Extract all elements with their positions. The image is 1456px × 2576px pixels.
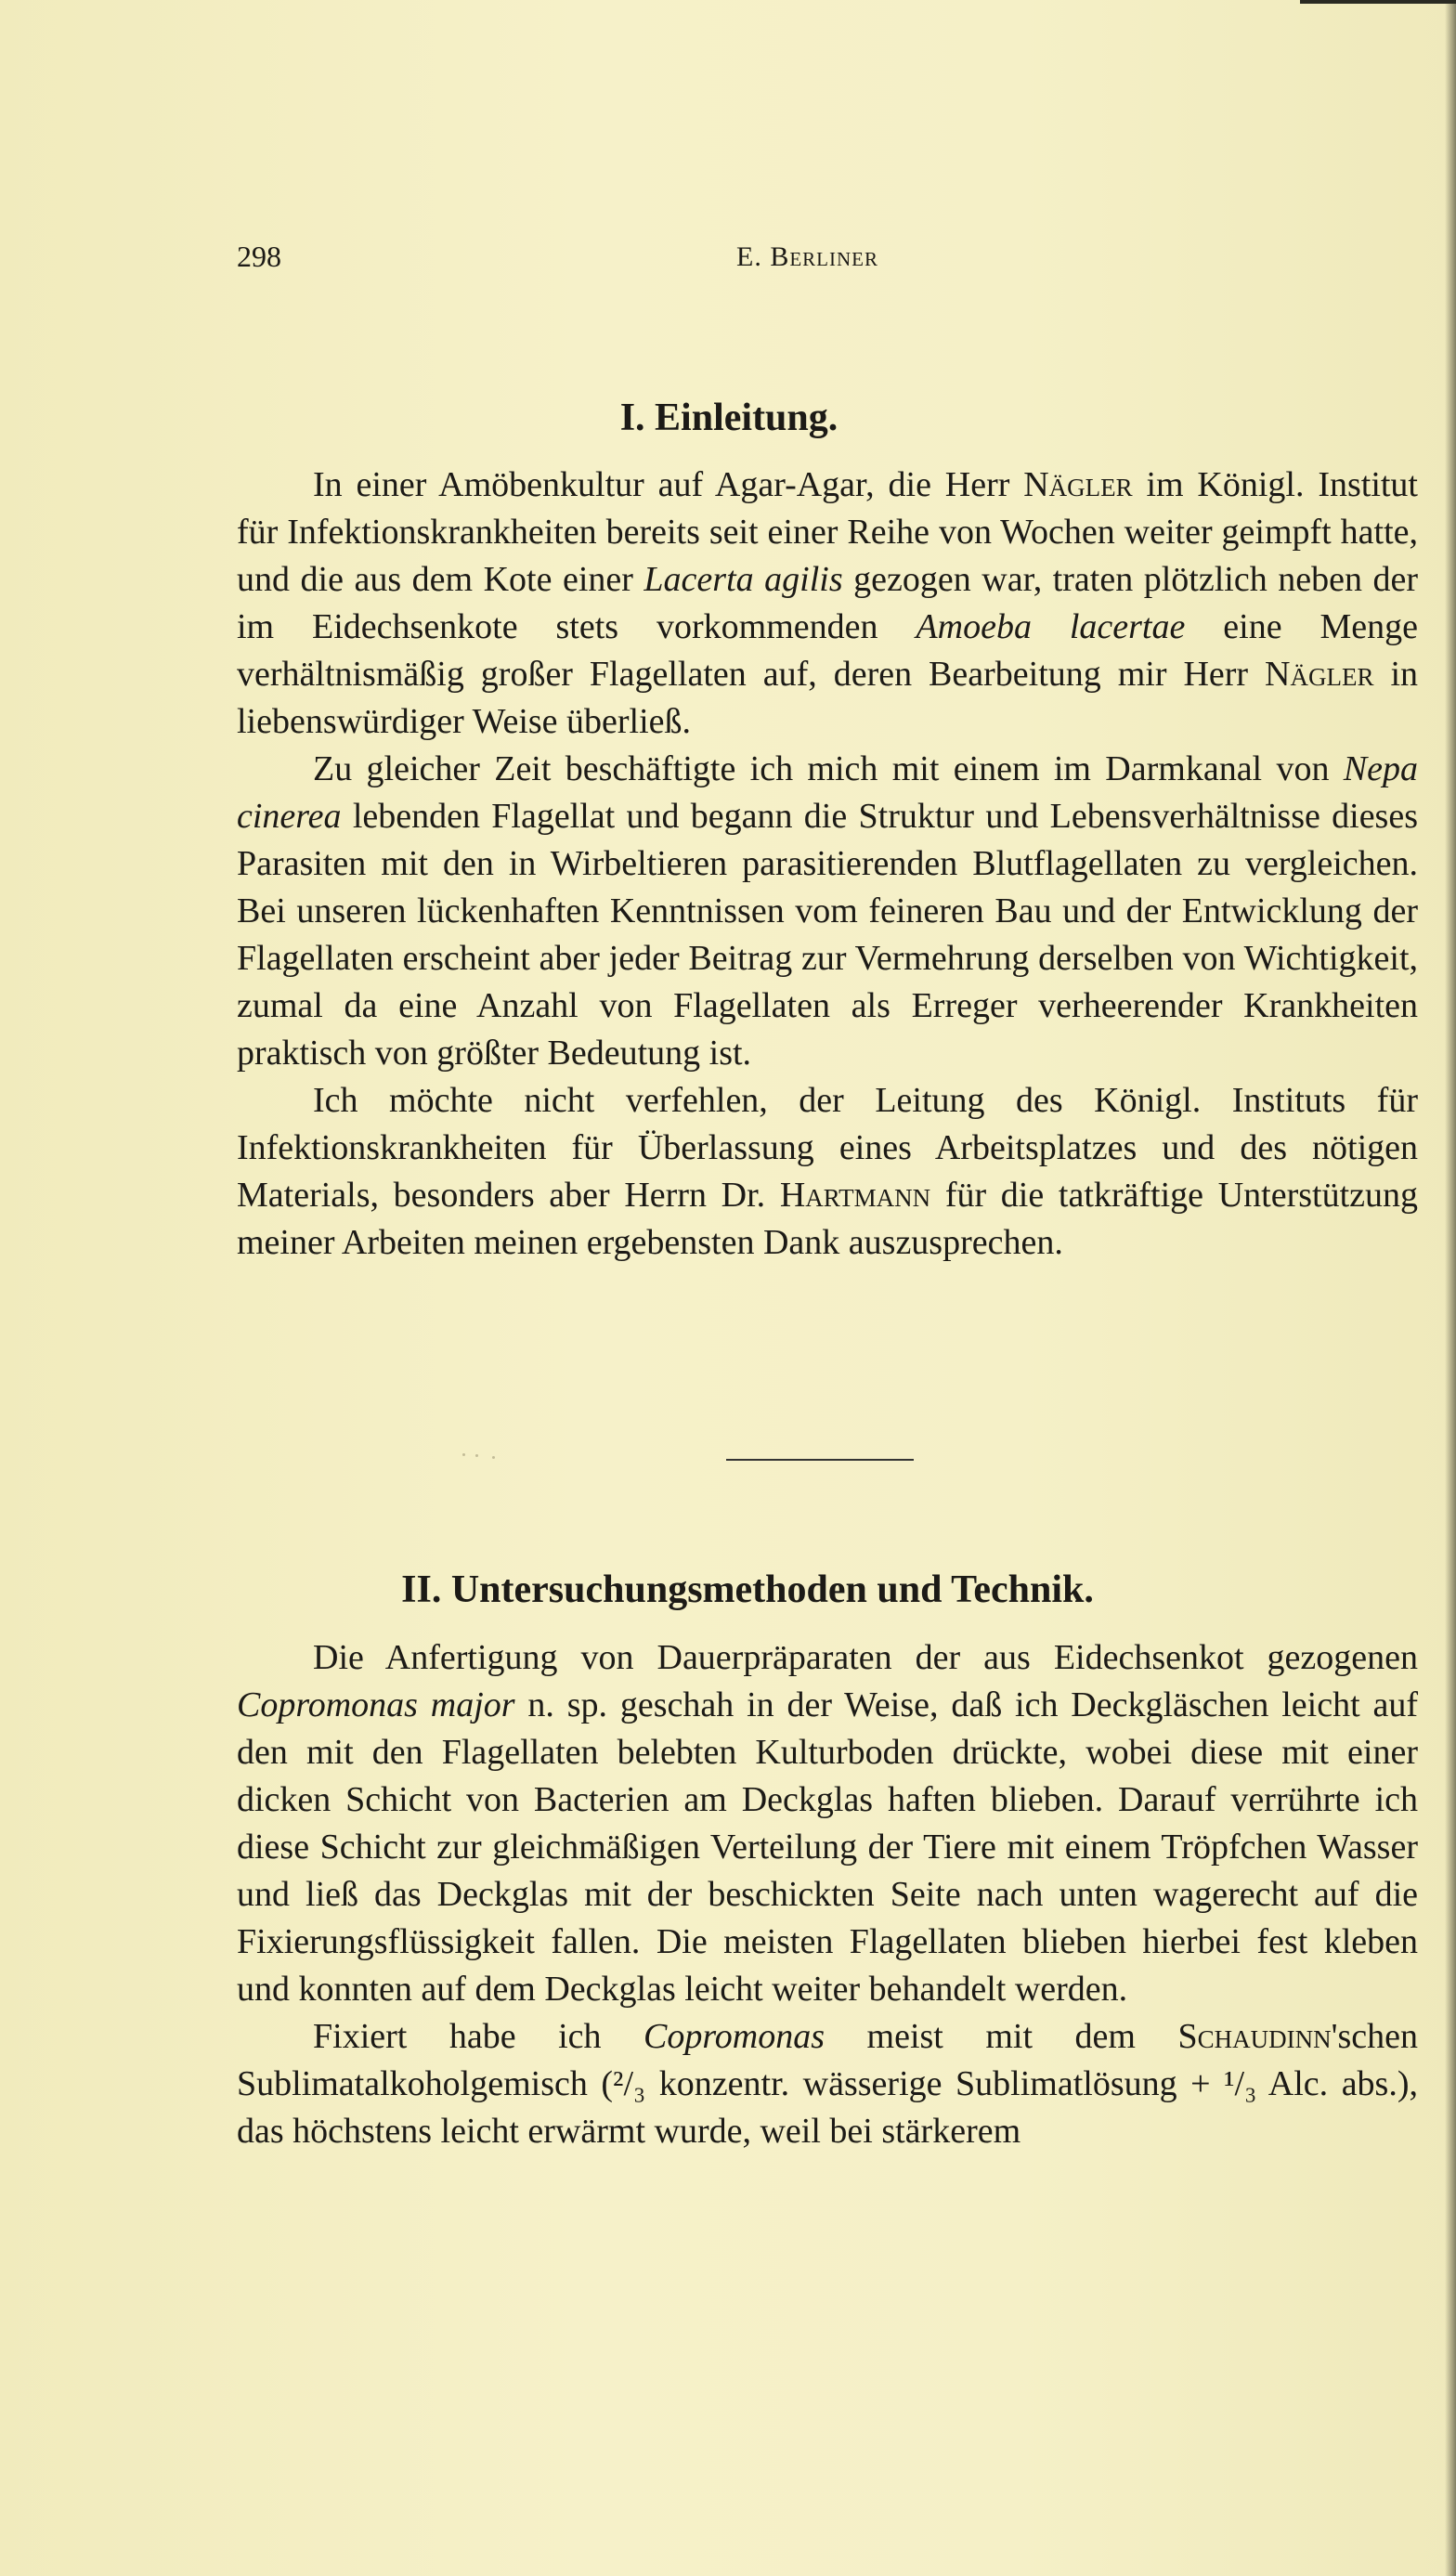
small-caps-name: Nägler [1265, 655, 1374, 694]
text-run: Alc. abs.), das höchstens leicht erwärmt wurde, weil bei stärkerem [237, 2064, 1418, 2151]
paragraph [237, 1634, 1418, 2013]
text-run: lebenden Flagellat und begann die Struktur und Lebensverhältnisse dieses Parasiten mit den in Wirbeltieren parasitierenden Blutflagellaten zu vergleichen. Bei unseren lückenhaften Kenntnissen vom feineren Bau und der Entwicklung der Flagellaten erscheint aber jeder Beitrag zur Vermehrung derselben von Wichtigkeit, zumal da eine Anzahl von Flagellaten als Erreger verheerender Krankheiten praktisch von größter Bedeutung ist. [237, 797, 1418, 1073]
section-heading-untersuchungsmethoden: II. Untersuchungsmethoden und Technik. [401, 1568, 1094, 1611]
text-run: Die Anfertigung von Dauerpräparaten der aus Eidechsenkot gezogenen [313, 1638, 1418, 1677]
running-head: E. Berliner [736, 241, 878, 272]
italic-species-name: Copromonas major [237, 1685, 515, 1724]
text-run: eine Menge verhältnismäßig großer Flagellaten auf, deren Bearbeitung mir Herr [237, 607, 1418, 694]
small-caps-name: Nägler [1023, 465, 1133, 504]
text-run: Zu gleicher Zeit beschäftigte ich mich mit einem im Darmkanal von [313, 749, 1344, 788]
italic-species-name: Amoeba lacertae [916, 607, 1186, 646]
text-run: Fixiert habe ich [313, 2017, 644, 2056]
fraction: ²/₃ [613, 2064, 646, 2103]
small-caps-name: Schaudinn [1177, 2017, 1332, 2056]
italic-species-name: Lacerta agilis [644, 560, 843, 599]
text-run: im Königl. Institut für Infektionskrankheiten bereits seit einer Reihe von Wochen weiter geimpft hatte, und die aus dem Kote einer [237, 465, 1418, 599]
text-run: in liebenswürdiger Weise überließ. [237, 655, 1419, 741]
text-run: Ich möchte nicht verfehlen, der Leitung des Königl. Instituts für Infektionskrankheiten für Überlassung eines Arbeitsplatzes und des nötigen Materials, besonders aber Herrn Dr. [237, 1081, 1418, 1215]
section-body-einleitung [237, 462, 1418, 1267]
section-body-untersuchungsmethoden [237, 1634, 1418, 2155]
small-caps-name: Hartmann [779, 1176, 931, 1215]
italic-species-name: Nepa cinerea [237, 749, 1418, 836]
text-run: für die tatkräftige Unterstützung meiner Arbeiten meinen ergebensten Dank auszusprechen. [237, 1176, 1418, 1262]
paragraph [237, 746, 1418, 1077]
paragraph [237, 462, 1418, 746]
paragraph [237, 1077, 1418, 1267]
text-run: In einer Amöbenkultur auf Agar-Agar, die Herr [313, 465, 1024, 504]
section-heading-einleitung: I. Einleitung. [619, 397, 838, 439]
paragraph [237, 2013, 1418, 2155]
text-run: n. sp. geschah in der Weise, daß ich Deckgläschen leicht auf den mit den Flagellaten belebten Kulturboden drückte, wobei diese mit einer dicken Schicht von Bacterien am Deckglas haften blieben. Darauf verrührte ich diese Schicht zur gleichmäßigen Verteilung der Tiere mit einem Tröpfchen Wasser und ließ das Deckglas mit der beschickten Seite nach unten wagerecht auf die Fixierungsflüssigkeit fallen. Die meisten Flagellaten blieben hierbei fest kleben und konnten auf dem Deckglas leicht weiter behandelt werden. [237, 1685, 1418, 2009]
scan-edge-right [1445, 0, 1456, 2576]
italic-species-name: Copromonas [644, 2017, 825, 2056]
paper-speck [462, 1453, 465, 1456]
fraction: ¹/₃ [1224, 2064, 1257, 2103]
paper-speck [475, 1454, 478, 1457]
section-divider [726, 1459, 914, 1461]
page-header [237, 240, 1416, 286]
page-number: 298 [237, 240, 281, 273]
text-run: 'schen Sublimatalkoholgemisch ( [237, 2017, 1418, 2103]
scan-edge-top [1300, 0, 1456, 4]
paper-speck [492, 1456, 495, 1459]
text-run: konzentr. wässerige Sublimatlösung + [645, 2064, 1225, 2103]
text-run: meist mit dem [825, 2017, 1178, 2056]
text-run: gezogen war, traten plötzlich neben der im Eidechsenkote stets vorkommenden [237, 560, 1418, 646]
